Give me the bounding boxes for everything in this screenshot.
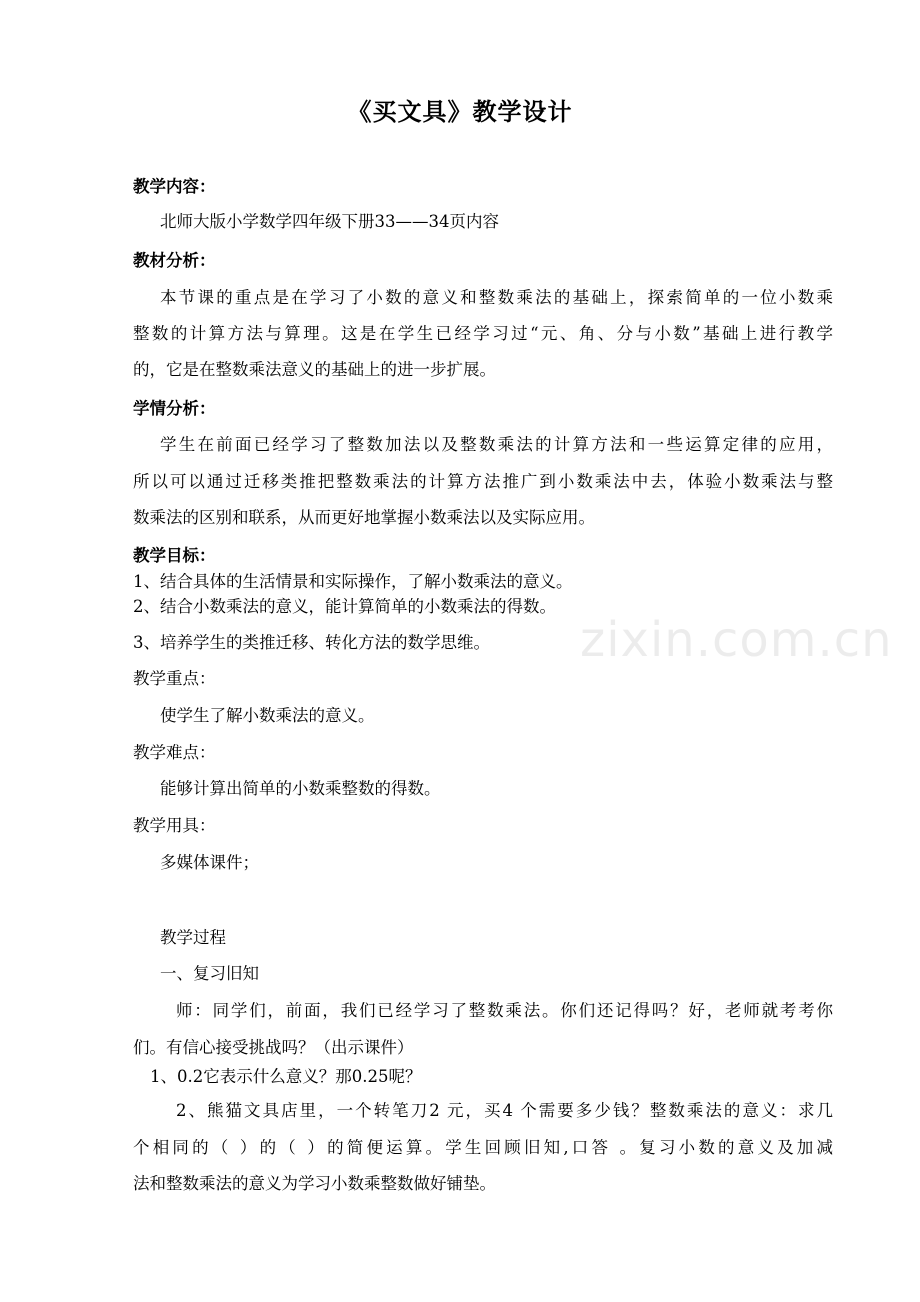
watermark: zixin.com.cn [580,612,893,668]
teacher-line: 们。有信心接受挑战吗？（出示课件） [133,1038,414,1057]
analysis-line: 本节课的重点是在学习了小数的意义和整数乘法的基础上，探索简单的一位小数乘 [160,288,833,307]
teacher-line: 师：同学们，前面，我们已经学习了整数乘法。你们还记得吗？好，老师就考考你 [176,1001,833,1020]
analysis-heading: 教材分析： [133,251,216,270]
goal-item: 2、结合小数乘法的意义，能计算简单的小数乘法的得数。 [133,597,556,616]
student-heading: 学情分析： [133,399,216,418]
tools-text: 多媒体课件； [160,853,259,872]
document-title: 《买文具》教学设计 [347,97,573,126]
difficulty-text: 能够计算出简单的小数乘整数的得数。 [160,779,441,798]
key-heading: 教学重点： [133,669,216,688]
content-text: 北师大版小学数学四年级下册33——34页内容 [160,212,499,231]
question-1: 1、0.2它表示什么意义？那0.25呢？ [150,1067,422,1086]
difficulty-heading: 教学难点： [133,743,216,762]
goal-item: 3、培养学生的类推迁移、转化方法的数学思维。 [133,633,490,652]
tools-heading: 教学用具： [133,816,216,835]
review-heading: 一、复习旧知 [160,964,259,983]
student-line: 学生在前面已经学习了整数加法以及整数乘法的计算方法和一些运算定律的应用， [160,435,833,454]
goal-item: 1、结合具体的生活情景和实际操作，了解小数乘法的意义。 [133,572,573,591]
question-2-line: 个相同的（ ）的（ ）的简便运算。学生回顾旧知,口答 。复习小数的意义及加减 [133,1138,833,1157]
student-line: 所以可以通过迁移类推把整数乘法的计算方法推广到小数乘法中去，体验小数乘法与整 [133,472,833,491]
analysis-line: 整数的计算方法与算理。这是在学生已经学习过“元、角、分与小数”基础上进行教学 [133,324,833,343]
content-heading: 教学内容： [133,177,216,196]
analysis-line: 的，它是在整数乘法意义的基础上的进一步扩展。 [133,360,496,379]
process-heading: 教学过程 [160,928,226,947]
student-line: 数乘法的区别和联系，从而更好地掌握小数乘法以及实际应用。 [133,508,595,527]
question-2-line: 2、熊猫文具店里，一个转笔刀2 元，买4 个需要多少钱？整数乘法的意义：求几 [176,1101,833,1120]
goals-heading: 教学目标： [133,546,216,565]
key-text: 使学生了解小数乘法的意义。 [160,706,375,725]
question-2-line: 法和整数乘法的意义为学习小数乘整数做好铺垫。 [133,1174,496,1193]
